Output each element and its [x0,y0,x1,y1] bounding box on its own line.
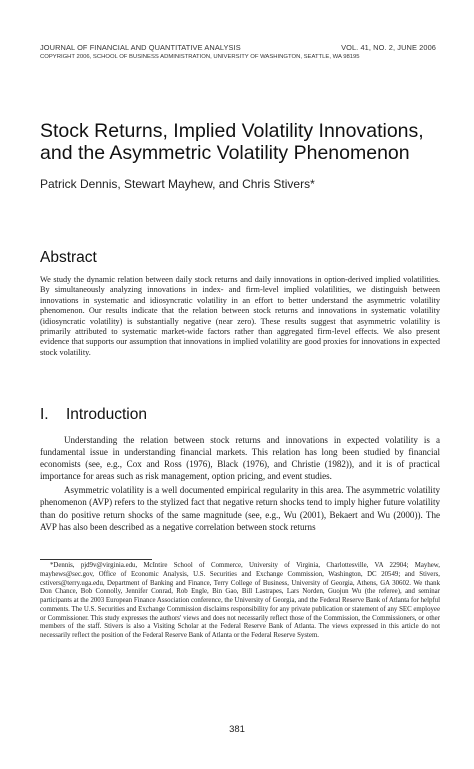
abstract-text: We study the dynamic relation between daily stock returns and daily innovations in option-derived implied volatilities. By simultaneously analyzing innovations in index- and firm-level implied volatilities, we distinguish between innovations in systematic and idiosyncratic volatility in an effort to better understand the asymmetric volatility phenomenon. Our results indicate that the relation between stock returns and innovations in systematic volatility (idiosyncratic volatility) is substantially negative (near zero). These results suggest that asymmetric volatility is primarily attributed to systematic market-wide factors rather than aggregated firm-level effects. We also present evidence that supports our assumption that innovations in implied volatility are good proxies for innovations in expected stock volatility. [40,275,440,357]
page-number: 381 [229,724,245,735]
footnote-text: *Dennis, pjd9v@virginia.edu, McIntire School of Commerce, University of Virginia, Charlottesville, VA 22904; Mayhew, mayhews@sec.gov, Office of Economic Analysis, U.S. Securities and Exchange Commission, Washington, DC 20549; and Stivers, cstivers@terry.uga.edu, Department of Banking and Finance, Terry College of Business, University of Georgia, Athens, GA 30602. We thank Don Chance, Bob Connolly, Jennifer Conrad, Rob Engle, Bin Gao, Bill Lastrapes, Lars Norden, Guojun Wu (the referee), and seminar participants at the 2003 European Finance Association conference, the University of Georgia, and the Federal Reserve Bank of Atlanta for helpful comments. The U.S. Securities and Exchange Commission disclaims responsibility for any private publication or statement of any SEC employee or Commissioner. This study expresses the authors' views and does not necessarily reflect those of the Commission, the Commissioners, or other members of the staff. Stivers is also a Visiting Scholar at the Federal Reserve Bank of Atlanta. The views expressed in this article do not necessarily reflect the position of the Federal Reserve Bank of Atlanta or the Federal Reserve System. [40,562,440,639]
body-paragraph: Understanding the relation between stock returns and innovations in expected volatility is a fundamental issue in understanding financial markets. This relation has long been studied by financial economists (see, e.g., Cox and Ross (1976), Black (1976), and Christie (1982)), and it is of practical importance for areas such as risk management, option pricing, and event studies. [40,435,440,482]
footnote [40,562,440,641]
copyright-line: COPYRIGHT 2006, SCHOOL OF BUSINESS ADMINISTRATION, UNIVERSITY OF WASHINGTON, SEATTLE, WA 98195 [40,54,360,60]
section-body [40,434,440,533]
body-paragraph: Asymmetric volatility is a well documented empirical regularity in this area. The asymmetric volatility phenomenon (AVP) refers to the stylized fact that negative return shocks tend to imply higher future volatility than do positive return shocks of the same magnitude (see, e.g., Wu (2001), Bekaert and Wu (2000)). The AVP has also been described as a negative correlation between stock returns [40,485,440,532]
section-title: Introduction [66,406,147,423]
running-header [40,43,436,61]
title-line: and the Asymmetric Volatility Phenomenon [40,142,410,164]
section-heading [40,406,147,424]
paper-title [40,120,450,164]
journal-name: JOURNAL OF FINANCIAL AND QUANTITATIVE ANALYSIS [40,43,241,52]
footnote-rule [40,559,152,560]
volume-info: VOL. 41, NO. 2, JUNE 2006 [341,43,436,52]
section-number: I. [40,406,49,423]
title-line: Stock Returns, Implied Volatility Innovations, [40,120,424,142]
abstract-heading: Abstract [40,249,97,266]
author-list: Patrick Dennis, Stewart Mayhew, and Chris Stivers* [40,177,315,191]
